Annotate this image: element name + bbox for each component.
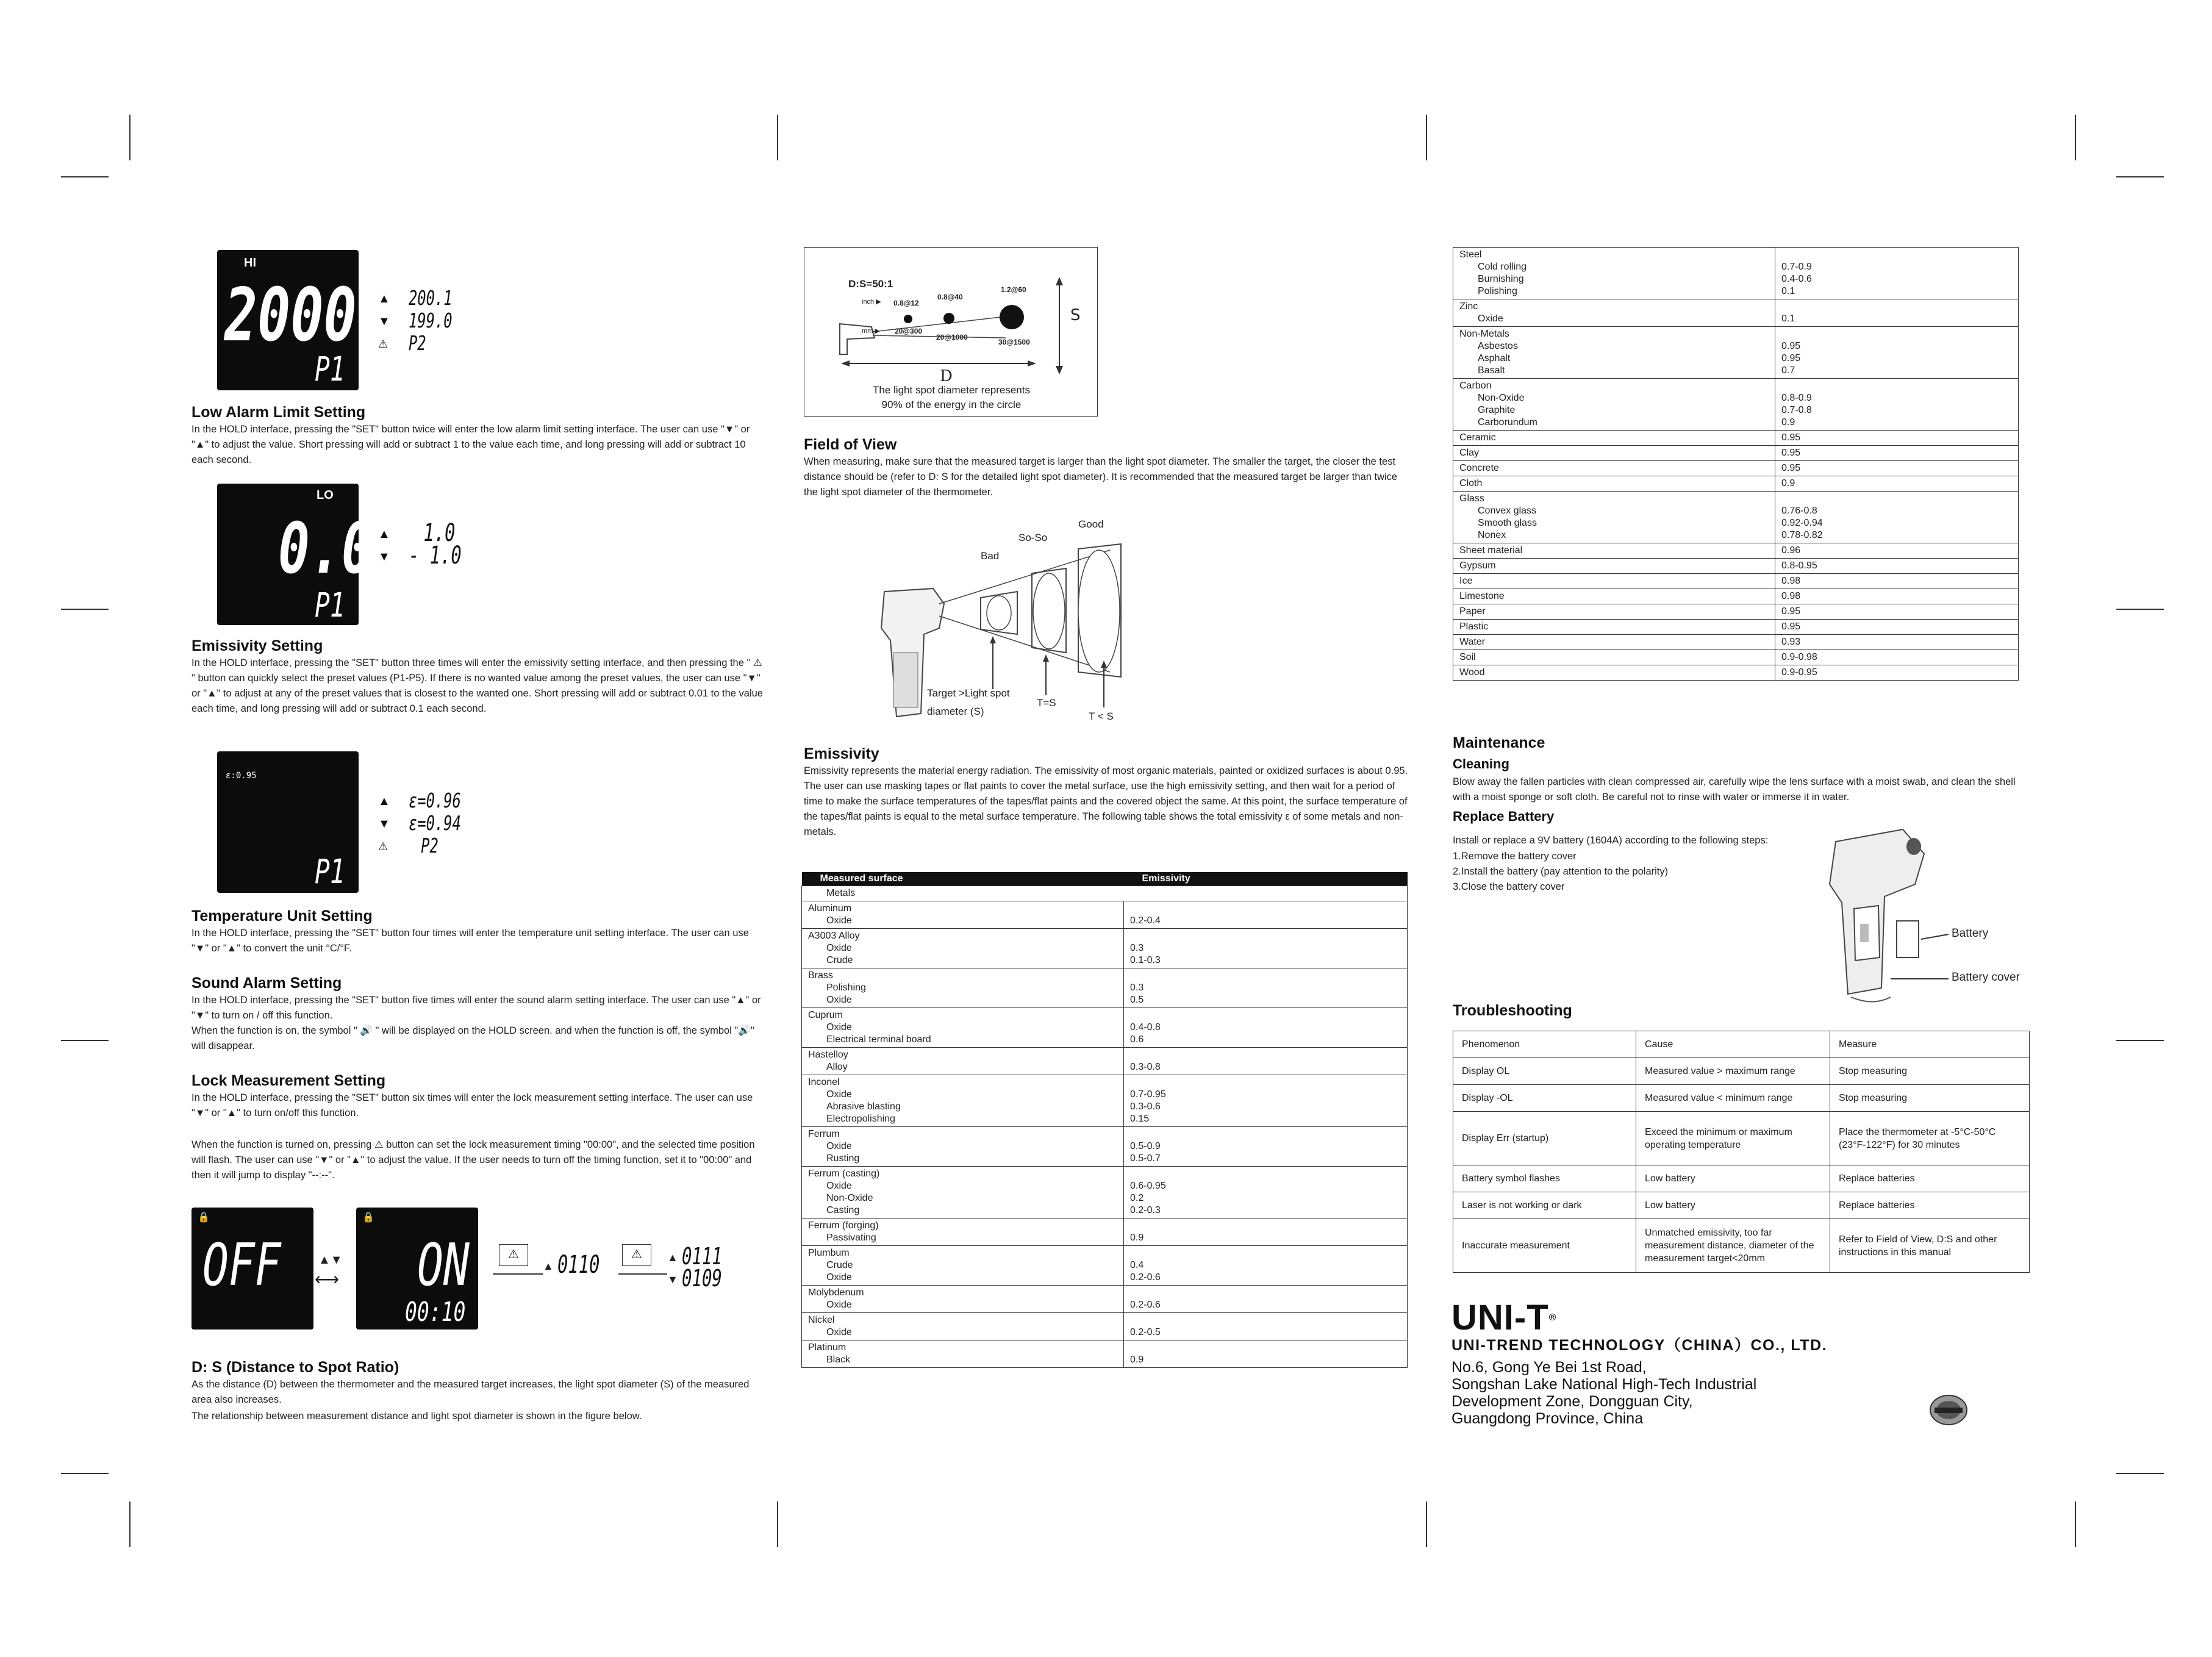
emissivity-value: 0.95 [1781, 432, 1801, 443]
lcd-lo-sub: P1 [315, 585, 345, 625]
spot-label-c: 1.2@60 [1001, 285, 1026, 294]
table-row [802, 1167, 1408, 1219]
trouble-cell: Replace batteries [1830, 1192, 2030, 1219]
table-row [802, 1219, 1408, 1246]
company-name: UNI-TREND TECHNOLOGY（CHINA）CO., LTD. [1451, 1337, 1828, 1354]
field-of-view-title: Field of View [804, 436, 897, 453]
material-name: Cuprum [808, 1010, 843, 1020]
material-subtype: Oxide [826, 1022, 852, 1032]
emissivity-value: 0.2-0.3 [1130, 1205, 1161, 1215]
table-row [1453, 248, 2019, 299]
material-name: Gypsum [1459, 560, 1496, 571]
spot-label-e: 20@1000 [936, 333, 968, 342]
s-label: S [1070, 306, 1081, 324]
lock-measurement-title: Lock Measurement Setting [191, 1072, 386, 1089]
material-subtype: Basalt [1478, 365, 1505, 376]
spot-label-a: 0.8@12 [893, 299, 919, 307]
up-arrow-icon: ▲ [543, 1260, 554, 1272]
material-name: Paper [1459, 606, 1486, 617]
material-name: Plastic [1459, 621, 1489, 632]
lock-time-2a: 0111 [682, 1243, 722, 1270]
table-row [1453, 574, 2019, 589]
trouble-cell: Exceed the minimum or maximum operating temperature [1636, 1112, 1830, 1165]
temp-unit-text: In the HOLD interface, pressing the "SET" button four times will enter the temperature unit setting interface. The user can use "▼" or "▲" to convert the unit °C/°F. [191, 928, 749, 954]
ts-label: T=S [1037, 697, 1056, 709]
trouble-header-phenomenon: Phenomenon [1453, 1031, 1636, 1058]
spot-label-d: 20@300 [895, 327, 923, 335]
hi-val-down: 199.0 [409, 309, 453, 332]
emissivity-value: 0.95 [1781, 463, 1801, 473]
address-line-3: Development Zone, Dongguan City, [1451, 1393, 1693, 1410]
emissivity-value: 0.8-0.95 [1781, 560, 1817, 571]
table-row [1453, 665, 2019, 681]
table-row [1453, 543, 2019, 559]
trouble-cell: Measured value > maximum range [1636, 1058, 1830, 1085]
lcd-em-sub: P1 [315, 852, 345, 891]
material-subtype: Asphalt [1478, 353, 1511, 363]
emissivity-value: 0.95 [1781, 606, 1801, 617]
col-header-emissivity: Emissivity [1124, 872, 1408, 886]
soso-label: So-So [1018, 532, 1048, 543]
emissivity-value: 0.93 [1781, 637, 1801, 647]
table-row [802, 1313, 1408, 1340]
table-row [1453, 620, 2019, 635]
emissivity-value: 0.3-0.8 [1130, 1062, 1161, 1072]
table-row [1453, 1192, 2030, 1219]
lcd-on-sub: 00:10 [405, 1297, 466, 1328]
up-down-arrows-icon: ▲▼ [318, 1253, 343, 1267]
material-subtype: Graphite [1478, 405, 1516, 415]
emissivity-table-left [801, 872, 1408, 1368]
material-subtype: Crude [826, 1260, 853, 1270]
trouble-cell: Display OL [1453, 1058, 1636, 1085]
table-row [1453, 327, 2019, 379]
lcd-lo-label: LO [317, 489, 334, 502]
material-name: Ferrum [808, 1129, 840, 1139]
field-of-view-text: When measuring, make sure that the measured target is larger than the light spot diameter. The smaller the target, the closer the test distance should be (refer to D: S for the detailed light spot diameter). It is recommended that the measured target be larger than twice the light spot diameter of the thermometer. [804, 456, 1398, 498]
material-subtype: Polishing [826, 982, 866, 993]
trouble-cell: Low battery [1636, 1165, 1830, 1192]
emissivity-value: 0.5 [1130, 995, 1144, 1005]
material-subtype: Alloy [826, 1062, 848, 1072]
unit-logo [1451, 1300, 1556, 1336]
lock-icon: 🔒 [362, 1212, 374, 1223]
sound-alarm-title: Sound Alarm Setting [191, 975, 342, 992]
replace-battery-title: Replace Battery [1453, 809, 1555, 824]
target-label-1: Target >Light spot [927, 687, 1010, 699]
material-name: Inconel [808, 1077, 840, 1087]
emissivity-value: 0.6 [1130, 1034, 1144, 1045]
trouble-cell: Place the thermometer at -5°C-50°C (23°F-122°F) for 30 minutes [1830, 1112, 2030, 1165]
material-subtype: Carborundum [1478, 417, 1537, 428]
lcd-off: OFF [202, 1232, 281, 1299]
trouble-cell: Unmatched emissivity, too far measurement distance, diameter of the measurement target<20mm [1636, 1219, 1830, 1273]
material-subtype: Black [826, 1355, 851, 1365]
material-subtype: Oxide [826, 915, 852, 926]
trouble-cell: Display Err (startup) [1453, 1112, 1636, 1165]
emissivity-value: 0.92-0.94 [1781, 518, 1823, 528]
good-label: Good [1078, 518, 1104, 530]
table-row [1453, 1085, 2030, 1112]
double-arrow-icon: ⟷ [315, 1270, 340, 1289]
table-row [1453, 431, 2019, 446]
col-header-surface: Measured surface [802, 872, 1124, 886]
material-name: Ice [1459, 576, 1473, 586]
battery-text: Install or replace a 9V battery (1604A) according to the following steps: [1453, 835, 1769, 846]
emissivity-value: 0.7-0.8 [1781, 405, 1812, 415]
emissivity-value: 0.8-0.9 [1781, 393, 1812, 403]
fov-diagram [872, 512, 1177, 732]
down-arrow-icon: ▼ [378, 550, 390, 564]
lock-time-1: 0110 [557, 1251, 600, 1279]
material-name: Carbon [1459, 381, 1492, 391]
material-subtype: Electrical terminal board [826, 1034, 931, 1045]
emissivity-value: 0.76-0.8 [1781, 506, 1817, 516]
table-row [802, 1246, 1408, 1286]
material-name: Nickel [808, 1315, 835, 1325]
down-arrow-icon: ▼ [378, 817, 390, 831]
spot-label-b: 0.8@40 [937, 293, 963, 301]
material-subtype: Convex glass [1478, 506, 1537, 516]
emissivity-value: 0.1-0.3 [1130, 955, 1161, 965]
trouble-header-cause: Cause [1636, 1031, 1830, 1058]
table-row [1453, 559, 2019, 574]
emissivity-setting-text: In the HOLD interface, pressing the "SET" button three times will enter the emissivity setting interface, and then pressing the " ⚠ " button can quickly select the preset values (P1-P5). If there is no wanted value among the preset values, the user can use "▼" or "▲" to adjust at any of the preset values that is closest to the wanted one. Short pressing will add or subtract 0.01 to the value each time, and long pressing will add or subtract 0.1 each second. [191, 657, 763, 714]
trouble-cell: Laser is not working or dark [1453, 1192, 1636, 1219]
emissivity-value: 0.7-0.95 [1130, 1089, 1166, 1100]
iso-seal-icon [1926, 1390, 1971, 1427]
material-name: Non-Metals [1459, 329, 1509, 339]
emissivity-value: 0.9 [1781, 417, 1795, 428]
material-subtype: Casting [826, 1205, 860, 1215]
emissivity-table-right [1453, 247, 2019, 681]
table-row [1453, 635, 2019, 650]
address-line-2: Songshan Lake National High-Tech Industrial [1451, 1376, 1757, 1393]
down-arrow-icon: ▼ [667, 1273, 678, 1286]
emissivity-value: 0.78-0.82 [1781, 530, 1823, 540]
sound-alarm-text2: When the function is on, the symbol " 🔊 " will be displayed on the HOLD screen. and when the function is off, the symbol "🔊" will disappear. [191, 1025, 754, 1051]
cleaning-text: Blow away the fallen particles with clean compressed air, carefully wipe the lens surface with a moist swab, and clean the shell with a moist sponge or soft cloth. Be careful not to rinse with water or immerse it in water. [1453, 776, 2016, 803]
table-row [802, 1048, 1408, 1075]
lo-val-up: 1.0 [423, 519, 456, 547]
battery-steps [1453, 849, 1843, 895]
emissivity-value: 0.9-0.95 [1781, 667, 1817, 678]
material-subtype: Oxide [826, 1181, 852, 1191]
emissivity-value: 0.3 [1130, 982, 1144, 993]
warning-icon: ⚠ [378, 840, 388, 853]
ds-caption-2: 90% of the energy in the circle [881, 399, 1022, 410]
table-row [802, 1008, 1408, 1048]
emissivity-value: 0.9-0.98 [1781, 652, 1817, 662]
material-name: Clay [1459, 448, 1480, 458]
material-name: A3003 Alloy [808, 931, 860, 941]
ds-text2: The relationship between measurement distance and light spot diameter is shown in the figure below. [191, 1411, 642, 1422]
em-val-preset: P2 [421, 834, 438, 857]
sound-alarm-text: In the HOLD interface, pressing the "SET" button five times will enter the sound alarm setting interface. The user can use "▲" or "▼" to turn on / off this function. [191, 995, 761, 1021]
warning-icon: ⚠ [378, 338, 388, 350]
emissivity-value: 0.6-0.95 [1130, 1181, 1166, 1191]
target-label-2: diameter (S) [927, 706, 984, 717]
emissivity-value: 0.4 [1130, 1260, 1144, 1270]
em-val-down: ε=0.94 [409, 811, 461, 835]
troubleshooting-table [1453, 1031, 2030, 1273]
table-row [802, 1127, 1408, 1167]
maintenance-title: Maintenance [1453, 734, 1545, 751]
up-arrow-icon: ▲ [378, 795, 390, 808]
material-name: Platinum [808, 1342, 847, 1353]
cleaning-title: Cleaning [1453, 756, 1509, 771]
trouble-cell: Refer to Field of View, D:S and other instructions in this manual [1830, 1219, 2030, 1273]
ds-title: D: S (Distance to Spot Ratio) [191, 1359, 399, 1376]
table-row [1453, 461, 2019, 476]
material-subtype: Non-Oxide [1478, 393, 1525, 403]
lcd-on: ON [417, 1232, 470, 1299]
table-row [1453, 650, 2019, 665]
spot-label-f: 30@1500 [998, 338, 1030, 346]
emissivity-value: 0.95 [1781, 353, 1801, 363]
emissivity-value: 0.9 [1781, 478, 1795, 489]
up-arrow-icon: ▲ [378, 292, 390, 306]
lo-val-down: - 1.0 [409, 542, 462, 570]
battery-diagram [1824, 817, 2025, 1037]
trouble-cell: Battery symbol flashes [1453, 1165, 1636, 1192]
trouble-cell: Low battery [1636, 1192, 1830, 1219]
material-name: Glass [1459, 493, 1484, 504]
table-row [802, 968, 1408, 1008]
emissivity-text: Emissivity represents the material energy radiation. The emissivity of most organic materials, painted or oxidized surfaces is about 0.95. The user can use masking tapes or flat paints to cover the metal surface, use the high emissivity setting, and then wait for a period of time to make the surface temperatures of the tapes/flat paints and the covered object the same. At this point, the surface temperature of the tapes/flat paints is equal to the metal surface temperature. The following table shows the total emissivity ε of some metals and non-metals. [804, 765, 1408, 837]
temp-unit-title: Temperature Unit Setting [191, 907, 373, 925]
up-arrow-icon: ▲ [667, 1251, 678, 1264]
trouble-cell: Stop measuring [1830, 1058, 2030, 1085]
d-label: D [940, 367, 953, 385]
material-subtype: Oxide [826, 1141, 852, 1151]
material-name: Sheet material [1459, 545, 1523, 556]
material-name: Concrete [1459, 463, 1499, 473]
metals-label: Metals [826, 888, 856, 898]
table-row [1453, 589, 2019, 604]
table-row [802, 1075, 1408, 1127]
table-row [1453, 1165, 2030, 1192]
emissivity-value: 0.2 [1130, 1193, 1144, 1203]
material-name: Water [1459, 637, 1486, 647]
hi-val-preset: P2 [409, 331, 426, 355]
table-row [1453, 476, 2019, 492]
table-row [1453, 1058, 2030, 1085]
material-subtype: Oxide [826, 995, 852, 1005]
material-subtype: Passivating [826, 1233, 876, 1243]
material-name: Hastelloy [808, 1050, 848, 1060]
em-val-up: ε=0.96 [409, 789, 461, 812]
material-name: Aluminum [808, 903, 852, 914]
table-row [802, 1340, 1408, 1368]
table-row [802, 929, 1408, 968]
low-alarm-title: Low Alarm Limit Setting [191, 404, 366, 421]
emissivity-value: 0.4-0.8 [1130, 1022, 1161, 1032]
hi-val-up: 200.1 [409, 286, 453, 310]
battery-label: Battery [1952, 927, 1989, 940]
lock-icon: 🔒 [198, 1212, 210, 1223]
emissivity-value: 0.2-0.5 [1130, 1327, 1161, 1337]
emissivity-value: 0.9 [1130, 1233, 1144, 1243]
material-subtype: Cold rolling [1478, 262, 1527, 272]
down-arrow-icon: ▼ [378, 315, 390, 328]
material-subtype: Crude [826, 955, 853, 965]
logo-reg: ® [1548, 1312, 1557, 1323]
inch-label: inch ▶ [862, 298, 881, 306]
ds-caption-1: The light spot diameter represents [873, 384, 1030, 396]
emissivity-value: 0.2-0.4 [1130, 915, 1161, 926]
material-subtype: Abrasive blasting [826, 1101, 901, 1112]
address-line-4: Guangdong Province, China [1451, 1410, 1644, 1427]
lcd-hi-main: 2000 [224, 273, 357, 358]
emissivity-value: 0.96 [1781, 545, 1801, 556]
material-subtype: Nonex [1478, 530, 1506, 540]
trouble-cell: Measured value < minimum range [1636, 1085, 1830, 1112]
material-subtype: Rusting [826, 1153, 860, 1164]
emissivity-value: 0.7 [1781, 365, 1795, 376]
material-name: Molybdenum [808, 1287, 864, 1298]
address-line-1: No.6, Gong Ye Bei 1st Road, [1451, 1359, 1647, 1376]
material-subtype: Smooth glass [1478, 518, 1537, 528]
emissivity-setting-title: Emissivity Setting [191, 637, 323, 654]
warning-button-icon: ⚠ [499, 1244, 528, 1266]
trouble-cell: Inaccurate measurement [1453, 1219, 1636, 1273]
lcd-lo-main: 0.0 [278, 508, 373, 590]
material-name: Ceramic [1459, 432, 1496, 443]
material-name: Ferrum (casting) [808, 1168, 880, 1179]
ds-text: As the distance (D) between the thermometer and the measured target increases, the light spot diameter (S) of the measured area also increases. [191, 1379, 750, 1405]
material-subtype: Asbestos [1478, 341, 1518, 351]
table-row [1453, 299, 2019, 327]
emissivity-value: 0.3-0.6 [1130, 1101, 1161, 1112]
material-name: Wood [1459, 667, 1485, 678]
battery-step-3: 3.Close the battery cover [1453, 881, 1565, 892]
mm-label: mm ▶ [862, 327, 880, 335]
trouble-header-measure: Measure [1830, 1031, 2030, 1058]
material-subtype: Oxide [1478, 313, 1503, 324]
table-row [802, 901, 1408, 929]
emissivity-value: 0.98 [1781, 576, 1801, 586]
battery-step-2: 2.Install the battery (pay attention to the polarity) [1453, 866, 1669, 877]
bad-label: Bad [981, 550, 1000, 562]
material-subtype: Oxide [826, 1327, 852, 1337]
trouble-cell: Display -OL [1453, 1085, 1636, 1112]
tlts-label: T < S [1089, 710, 1114, 722]
lock-measurement-text: In the HOLD interface, pressing the "SET" button six times will enter the lock measurement setting interface. The user can use "▼" or "▲" to turn on/off this function. [191, 1092, 753, 1118]
lcd-hi-label: HI [244, 256, 256, 270]
trouble-cell: Stop measuring [1830, 1085, 2030, 1112]
emissivity-value: 0.98 [1781, 591, 1801, 601]
ds-ratio-label: D:S=50:1 [848, 278, 893, 290]
material-name: Steel [1459, 249, 1482, 260]
emissivity-value: 0.1 [1781, 286, 1795, 296]
lock-measurement-text2: When the function is turned on, pressing ⚠ button can set the lock measurement timing "00:00", and the selected time position will flash. The user can use "▼" or "▲" to adjust the value. If the user needs to turn off the timing function, set it to "00:00" and then it will jump to display "--:--". [191, 1139, 755, 1181]
table-row [1453, 1219, 2030, 1273]
target-label [927, 684, 1010, 721]
emissivity-value: 0.95 [1781, 621, 1801, 632]
material-subtype: Oxide [826, 943, 852, 953]
table-row [1453, 1112, 2030, 1165]
emissivity-value: 0.2-0.6 [1130, 1300, 1161, 1310]
emissivity-value: 0.4-0.6 [1781, 274, 1812, 284]
emissivity-value: 0.95 [1781, 448, 1801, 458]
emissivity-value: 0.95 [1781, 341, 1801, 351]
lock-time-2b: 0109 [682, 1265, 722, 1292]
table-row [1453, 446, 2019, 461]
emissivity-value: 0.7-0.9 [1781, 262, 1812, 272]
emissivity-value: 0.15 [1130, 1114, 1150, 1124]
material-name: Cloth [1459, 478, 1483, 489]
material-subtype: Non-Oxide [826, 1193, 873, 1203]
material-subtype: Electropolishing [826, 1114, 895, 1124]
material-subtype: Oxide [826, 1089, 852, 1100]
table-row [1453, 379, 2019, 431]
emissivity-value: 0.9 [1130, 1355, 1144, 1365]
material-name: Plumbum [808, 1248, 850, 1258]
ds-caption [804, 383, 1098, 412]
emissivity-value: 0.3 [1130, 943, 1144, 953]
material-name: Ferrum (forging) [808, 1220, 879, 1231]
material-subtype: Polishing [1478, 286, 1517, 296]
emissivity-value: 0.1 [1781, 313, 1795, 324]
ds-ratio-diagram [804, 247, 1098, 417]
low-alarm-text: In the HOLD interface, pressing the "SET" button twice will enter the low alarm limit setting interface. The user can use "▼" or "▲" to adjust the value. Short pressing will add or subtract 1 to the value each time, and long pressing will add or subtract 10 each second. [191, 424, 750, 465]
emissivity-value: 0.5-0.7 [1130, 1153, 1161, 1164]
table-row [802, 1286, 1408, 1313]
table-row [1453, 604, 2019, 620]
troubleshooting-title: Troubleshooting [1453, 1002, 1572, 1019]
trouble-cell: Replace batteries [1830, 1165, 2030, 1192]
material-name: Zinc [1459, 301, 1478, 312]
emissivity-title: Emissivity [804, 745, 879, 762]
emissivity-value: 0.2-0.6 [1130, 1272, 1161, 1283]
company-address [1451, 1359, 1756, 1427]
material-subtype: Burnishing [1478, 274, 1524, 284]
emissivity-value: 0.5-0.9 [1130, 1141, 1161, 1151]
material-name: Limestone [1459, 591, 1505, 601]
warning-button-icon: ⚠ [622, 1244, 651, 1266]
battery-step-1: 1.Remove the battery cover [1453, 851, 1577, 862]
logo-text: UNI-T [1451, 1298, 1549, 1337]
material-name: Brass [808, 970, 833, 981]
lcd-em-small: ε:0.95 [226, 771, 257, 781]
table-row [1453, 492, 2019, 543]
material-name: Soil [1459, 652, 1476, 662]
battery-cover-label: Battery cover [1952, 971, 2020, 984]
up-arrow-icon: ▲ [378, 528, 390, 541]
lcd-hi-sub: P1 [315, 349, 345, 388]
material-subtype: Oxide [826, 1272, 852, 1283]
material-subtype: Oxide [826, 1300, 852, 1310]
